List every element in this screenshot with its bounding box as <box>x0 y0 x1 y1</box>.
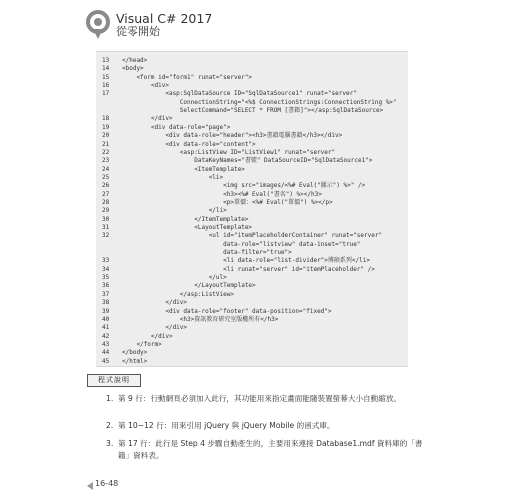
line-number: 29 <box>102 207 110 215</box>
line-number: 41 <box>102 324 110 332</box>
line-code: </div> <box>122 332 173 340</box>
line-number: 39 <box>102 307 110 315</box>
line-code: </html> <box>122 357 148 365</box>
line-number: 44 <box>102 349 110 357</box>
line-code: </div> <box>122 324 188 332</box>
line-code: <div data-role="footer" data-position="fixed"> <box>122 307 332 315</box>
line-number: 26 <box>102 182 110 190</box>
line-code: <ul id="itemPlaceholderContainer" runat="server" <box>122 232 383 240</box>
line-code: SelectCommand="SELECT * FROM [書籍]"></asp:SqlDataSource> <box>122 107 384 115</box>
line-number: 20 <box>102 132 110 140</box>
line-number: 30 <box>102 215 110 223</box>
line-code: DataKeyNames="書號" DataSourceID="SqlDataSource1"> <box>122 157 373 165</box>
line-number: 45 <box>102 357 110 365</box>
line-number: 37 <box>102 290 110 298</box>
line-number: 38 <box>102 299 110 307</box>
note-text: 第 10~12 行：用來引用 jQuery 與 jQuery Mobile 的函式庫。 <box>118 421 335 430</box>
line-number: 23 <box>102 157 110 165</box>
line-number: 25 <box>102 173 110 181</box>
line-number: 19 <box>102 123 110 131</box>
line-number: 27 <box>102 190 110 198</box>
line-code: </ul> <box>122 274 227 282</box>
line-code: <li runat="server" id="itemPlaceholder" /> <box>122 265 375 273</box>
line-code: <li data-role="list-divider">博碩系列</li> <box>122 257 370 265</box>
book-title: Visual C# 2017 <box>116 11 213 26</box>
line-number: 31 <box>102 224 110 231</box>
line-code: <img src="images/<%# Eval("圖示") %>" /> <box>122 182 366 190</box>
line-number: 40 <box>102 315 110 323</box>
line-number: 21 <box>102 140 110 148</box>
line-number: 22 <box>102 148 110 156</box>
line-code: <asp:ListView ID="ListView1" runat="server" <box>122 148 336 156</box>
line-number: 34 <box>102 265 110 273</box>
note-text: 第 17 行：此行是 Step 4 步驟自動產生的，主要用來連接 Database1.mdf 資料庫的「書籍」資料表。 <box>118 439 423 460</box>
note-number: 1. <box>106 394 114 403</box>
line-code: </body> <box>122 349 148 357</box>
line-code: <div data-role="header"><h3>書籍電腦書籍</h3></div> <box>122 132 343 140</box>
line-code: <asp:SqlDataSource ID="SqlDataSource1" runat="server" <box>122 90 357 98</box>
line-code: <LayoutTemplate> <box>122 224 253 231</box>
book-subtitle: 從零開始 <box>116 25 160 38</box>
line-number: 18 <box>102 115 110 123</box>
line-code: </form> <box>122 340 162 348</box>
line-number: 35 <box>102 274 110 282</box>
line-number: 14 <box>102 65 110 73</box>
line-number: 42 <box>102 332 110 340</box>
line-number: 16 <box>102 82 110 90</box>
line-code: </li> <box>122 207 227 215</box>
line-code: </ItemTemplate> <box>122 215 249 223</box>
code-listing <box>96 51 408 367</box>
line-code: </LayoutTemplate> <box>122 282 256 290</box>
line-code: </asp:ListView> <box>122 290 234 298</box>
page-arrow-icon <box>87 482 93 490</box>
line-number: 36 <box>102 282 110 290</box>
note-number: 3. <box>106 439 114 448</box>
line-code: data-filter="true"> <box>122 249 292 257</box>
line-number: 32 <box>102 232 110 240</box>
line-code: data-role="listview" data-inset="true" <box>122 240 361 248</box>
line-code: </div> <box>122 115 173 123</box>
line-code: ConnectionString="<%$ ConnectionStrings:ConnectionString %>" <box>122 98 397 106</box>
book-logo-pin-icon <box>86 10 112 40</box>
program-explanation-label: 程式說明 <box>87 374 141 387</box>
line-code: <h3><%# Eval("書名") %></h3> <box>122 190 322 198</box>
note-text: 第 9 行：行動網頁必須加入此行，其功能用來指定畫面能隨裝置螢幕大小自動縮放。 <box>118 394 402 403</box>
line-number: 15 <box>102 73 110 81</box>
note-number: 2. <box>106 421 114 430</box>
line-number: 17 <box>102 90 110 98</box>
line-code: <form id="form1" runat="server"> <box>122 73 253 81</box>
line-number: 24 <box>102 165 110 173</box>
line-number: 33 <box>102 257 110 265</box>
line-code: <h3>資訊教育研究室版權所有</h3> <box>122 315 279 323</box>
line-code: <ItemTemplate> <box>122 165 245 173</box>
line-code: <p>單價：<%# Eval("單價") %></p> <box>122 198 333 206</box>
line-code: <li> <box>122 173 224 181</box>
page-number: 16-48 <box>95 479 119 488</box>
line-code: <div data-role="content"> <box>122 140 256 148</box>
line-code: </head> <box>122 57 148 64</box>
line-number: 28 <box>102 198 110 206</box>
line-number: 43 <box>102 340 110 348</box>
line-number: 13 <box>102 57 110 64</box>
line-code: <div> <box>122 82 169 90</box>
line-code: </div> <box>122 299 188 307</box>
line-code: <body> <box>122 65 144 73</box>
line-code: <div data-role="page"> <box>122 123 231 131</box>
